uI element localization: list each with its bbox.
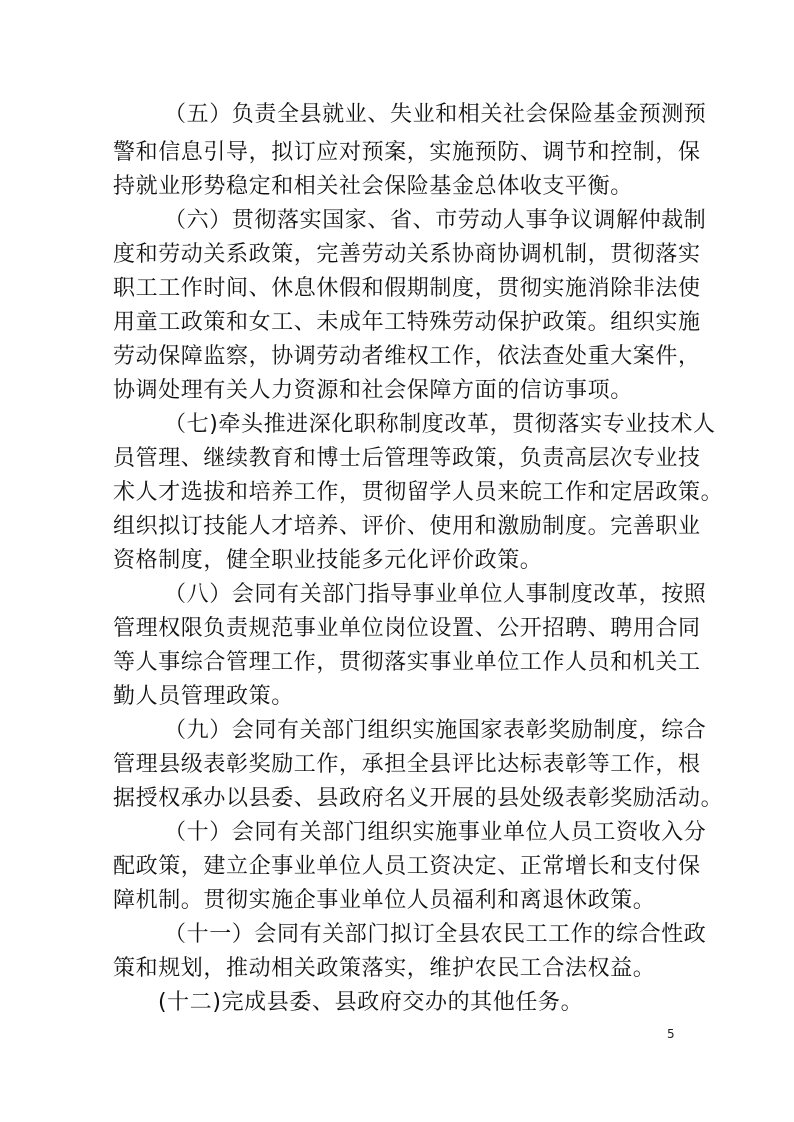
paragraph-7-line-3: 术人才选拔和培养工作，贯彻留学人员来皖工作和定居政策。 <box>113 480 724 505</box>
paragraph-9-line-3: 据授权承办以县委、县政府名义开展的县处级表彰奖励活动。 <box>113 786 724 811</box>
paragraph-8-line-3: 等人事综合管理工作，贯彻落实事业单位工作人员和机关工 <box>113 650 701 675</box>
paragraph-5-line-3: 持就业形势稳定和相关社会保险基金总体收支平衡。 <box>113 174 633 199</box>
paragraph-9-line-2: 管理县级表彰奖励工作，承担全县评比达标表彰等工作，根 <box>113 752 701 777</box>
paragraph-5-line-1: （五）负责全县就业、失业和相关社会保险基金预测预 <box>164 102 707 127</box>
paragraph-8-line-4: 勤人员管理政策。 <box>113 684 294 709</box>
paragraph-7-line-2: 员管理、继续教育和博士后管理等政策，负责高层次专业技 <box>113 446 701 471</box>
paragraph-11-line-2: 策和规划，推动相关政策落实，维护农民工合法权益。 <box>113 956 656 981</box>
paragraph-8-line-2: 管理权限负责规范事业单位岗位设置、公开招聘、聘用合同 <box>113 616 701 641</box>
paragraph-9-line-1: （九）会同有关部门组织实施国家表彰奖励制度，综合 <box>164 718 707 743</box>
paragraph-10-line-1: （十）会同有关部门组织实施事业单位人员工资收入分 <box>164 820 707 845</box>
paragraph-6-line-1: （六）贯彻落实国家、省、市劳动人事争议调解仲裁制 <box>164 208 707 233</box>
paragraph-7-line-1: （七)牵头推进深化职称制度改革，贯彻落实专业技术人 <box>164 412 716 437</box>
paragraph-12-line-1: (十二)完成县委、县政府交办的其他任务。 <box>158 990 584 1015</box>
paragraph-6-line-2: 度和劳动关系政策，完善劳动关系协商协调机制，贯彻落实 <box>113 242 701 267</box>
paragraph-10-line-3: 障机制。贯彻实施企事业单位人员福利和离退休政策。 <box>113 888 656 913</box>
paragraph-7-line-4: 组织拟订技能人才培养、评价、使用和激励制度。完善职业 <box>113 514 701 539</box>
paragraph-7-line-5: 资格制度，健全职业技能多元化评价政策。 <box>113 548 543 573</box>
paragraph-5-line-2: 警和信息引导，拟订应对预案，实施预防、调节和控制，保 <box>113 140 701 165</box>
paragraph-10-line-2: 配政策，建立企事业单位人员工资决定、正常增长和支付保 <box>113 854 701 879</box>
paragraph-6-line-3: 职工工作时间、休息休假和假期制度，贯彻实施消除非法使 <box>113 276 701 301</box>
page-number: 5 <box>667 1027 675 1041</box>
paragraph-6-line-4: 用童工政策和女工、未成年工特殊劳动保护政策。组织实施 <box>113 310 701 335</box>
paragraph-6-line-5: 劳动保障监察，协调劳动者维权工作，依法查处重大案件， <box>113 344 701 369</box>
paragraph-6-line-6: 协调处理有关人力资源和社会保障方面的信访事项。 <box>113 378 633 403</box>
paragraph-11-line-1: （十一）会同有关部门拟订全县农民工工作的综合性政 <box>164 922 707 947</box>
paragraph-8-line-1: （八）会同有关部门指导事业单位人事制度改革，按照 <box>164 582 707 607</box>
